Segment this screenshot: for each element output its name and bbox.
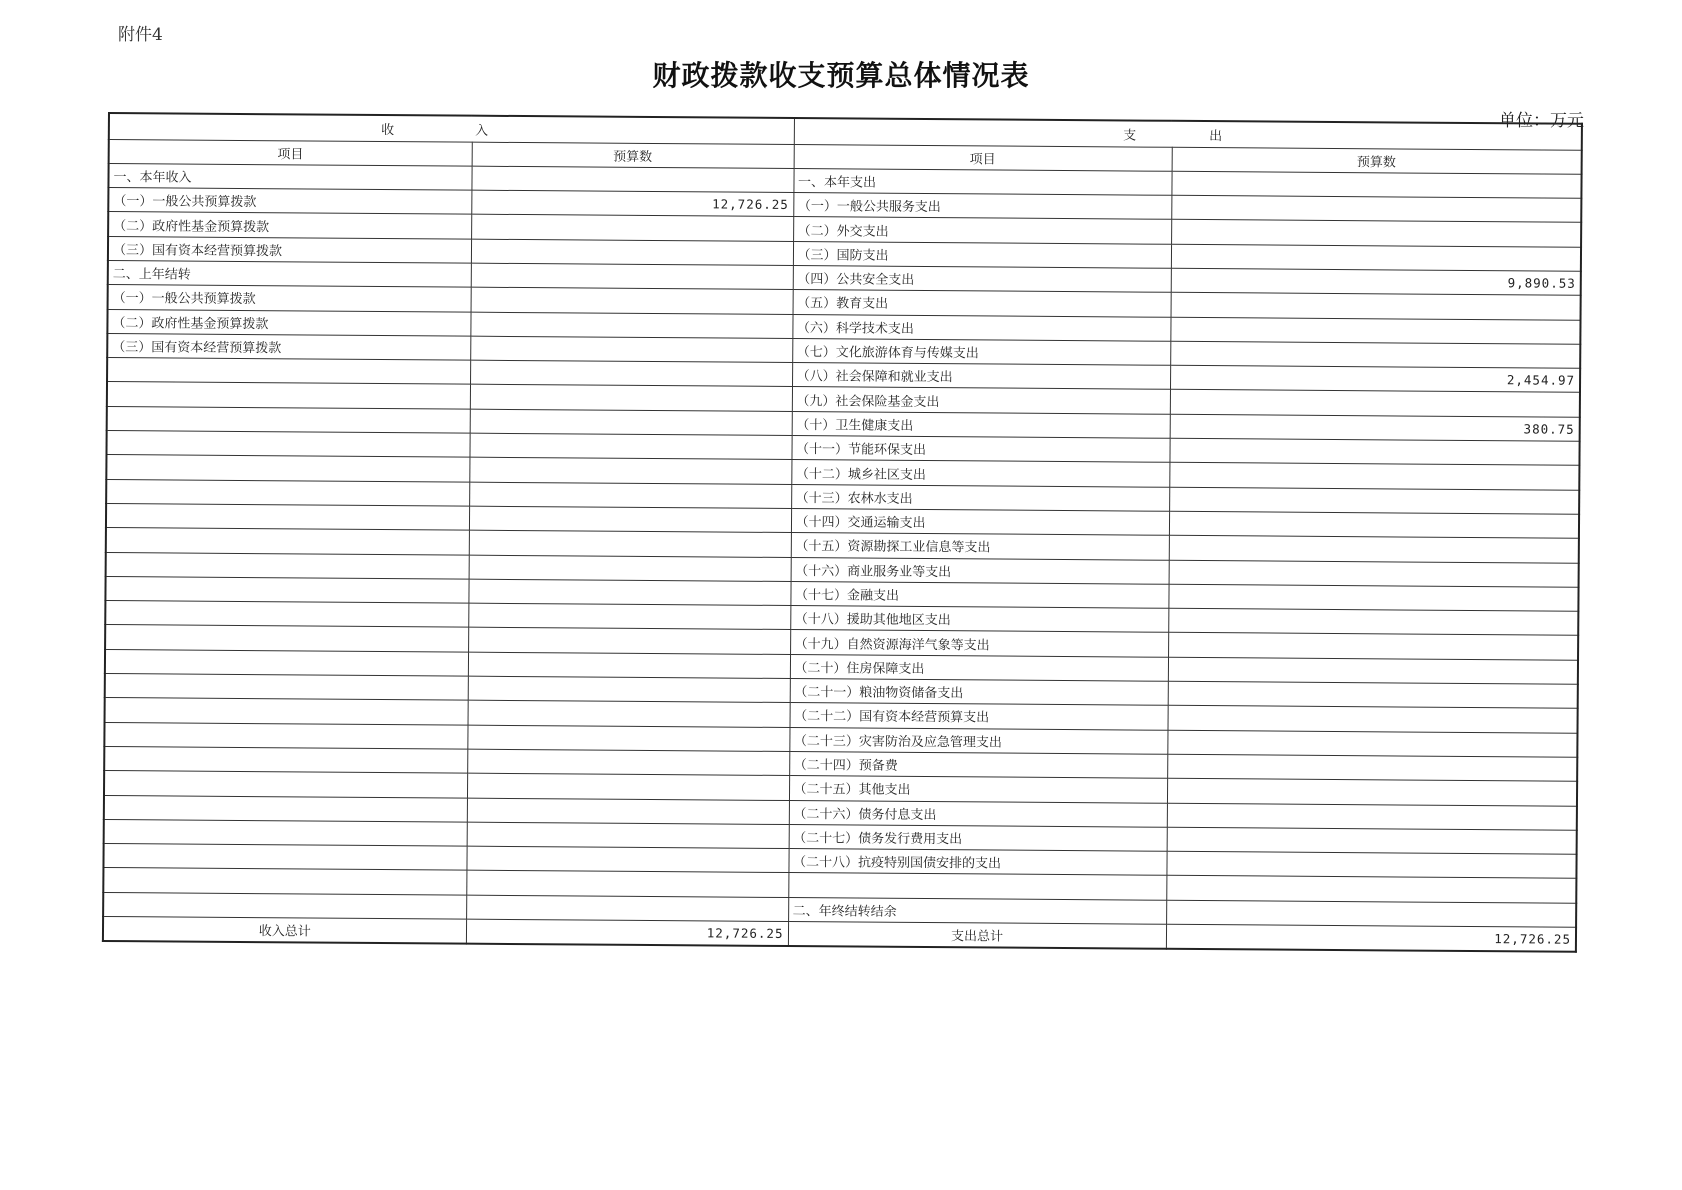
expense-value-cell (1170, 341, 1580, 368)
income-value-cell (468, 676, 790, 703)
expense-value-cell (1169, 438, 1579, 465)
income-item-cell: 二、上年结转 (108, 260, 471, 287)
income-value-cell (467, 798, 789, 825)
income-value-cell (467, 773, 789, 800)
expense-value-cell (1168, 657, 1578, 684)
income-value-cell (471, 287, 793, 314)
expense-item-cell: （四）公共安全支出 (793, 266, 1171, 293)
income-value-cell (467, 749, 789, 776)
income-item-cell (103, 892, 466, 919)
expense-value-cell (1168, 633, 1578, 660)
income-value-cell (467, 725, 789, 752)
expense-item-cell: （十六）商业服务业等支出 (791, 557, 1169, 584)
expense-item-header: 项目 (794, 144, 1172, 171)
expense-value-cell (1171, 195, 1581, 222)
expense-item-cell: （五）教育支出 (793, 290, 1171, 317)
expense-item-cell: （九）社会保险基金支出 (792, 387, 1170, 414)
expense-value-cell (1169, 511, 1579, 538)
expense-value-cell (1167, 827, 1577, 854)
expense-value-cell (1170, 390, 1580, 417)
expense-value-cell (1166, 876, 1576, 903)
expense-value-cell (1166, 900, 1576, 927)
income-item-cell (105, 674, 468, 701)
expense-value-cell: 380.75 (1170, 414, 1580, 441)
income-value-cell (468, 603, 790, 630)
expense-item-cell: （一）一般公共服务支出 (793, 193, 1171, 220)
income-value-cell (466, 871, 788, 898)
income-value-cell (471, 215, 793, 242)
income-value-cell (466, 895, 788, 922)
income-value-cell (469, 506, 791, 533)
expense-item-cell: （六）科学技术支出 (792, 314, 1170, 341)
expense-value-cell: 9,890.53 (1171, 268, 1581, 295)
income-value-cell (468, 700, 790, 727)
income-item-cell (106, 455, 469, 482)
expense-item-cell: 二、年终结转结余 (788, 897, 1166, 924)
expense-item-cell: （十九）自然资源海洋气象等支出 (790, 630, 1168, 657)
income-value-cell (469, 458, 791, 485)
income-value-cell (467, 822, 789, 849)
income-item-cell (104, 722, 467, 749)
income-item-cell (105, 698, 468, 725)
income-item-cell (106, 479, 469, 506)
budget-table (102, 112, 1583, 953)
income-value-cell (466, 846, 788, 873)
expense-item-cell (788, 873, 1166, 900)
expense-item-cell: （二十六）债务付息支出 (789, 800, 1167, 827)
income-item-cell (105, 649, 468, 676)
income-item-cell (105, 601, 468, 628)
expense-value-cell (1171, 244, 1581, 271)
income-item-cell (106, 552, 469, 579)
income-value-cell (470, 385, 792, 412)
income-total-value: 12,726.25 (466, 919, 788, 946)
expense-item-cell: （十七）金融支出 (790, 581, 1168, 608)
expense-item-cell: （二十七）债务发行费用支出 (789, 824, 1167, 851)
expense-value-cell (1169, 536, 1579, 563)
expense-item-cell: （八）社会保障和就业支出 (792, 363, 1170, 390)
income-item-cell (104, 819, 467, 846)
expense-item-cell: （十一）节能环保支出 (791, 436, 1169, 463)
expense-item-cell: （十二）城乡社区支出 (791, 460, 1169, 487)
expense-total-value: 12,726.25 (1166, 924, 1576, 951)
attachment-label: 附件4 (118, 25, 163, 45)
expense-value-cell: 2,454.97 (1170, 365, 1580, 392)
expense-value-cell (1171, 171, 1581, 198)
income-item-cell (106, 528, 469, 555)
expense-item-cell: （十三）农林水支出 (791, 484, 1169, 511)
expense-value-cell (1168, 706, 1578, 733)
expense-value-cell (1167, 730, 1577, 757)
income-item-cell (104, 746, 467, 773)
expense-value-cell (1171, 220, 1581, 247)
expense-item-cell: （三）国防支出 (793, 241, 1171, 268)
income-item-header: 项目 (109, 139, 472, 166)
expense-item-cell: 一、本年支出 (793, 168, 1171, 195)
expense-item-cell: （二）外交支出 (793, 217, 1171, 244)
expense-value-cell (1169, 487, 1579, 514)
budget-table-sheet (102, 112, 1581, 953)
expense-item-cell: （七）文化旅游体育与传媒支出 (792, 338, 1170, 365)
expense-item-cell: （十）卫生健康支出 (792, 411, 1170, 438)
income-value-cell (470, 336, 792, 363)
expense-value-cell (1169, 560, 1579, 587)
income-item-cell (107, 358, 470, 385)
expense-value-cell (1168, 681, 1578, 708)
income-item-cell (103, 844, 466, 871)
income-value-cell (468, 628, 790, 655)
expense-value-cell (1171, 293, 1581, 320)
expense-item-cell: （二十二）国有资本经营预算支出 (790, 703, 1168, 730)
expense-item-cell: （二十一）粮油物资储备支出 (790, 679, 1168, 706)
income-value-cell (469, 530, 791, 557)
income-item-cell (105, 625, 468, 652)
expense-value-cell (1167, 803, 1577, 830)
expense-item-cell: （十八）援助其他地区支出 (790, 606, 1168, 633)
expense-section-header: 支 出 (794, 118, 1582, 150)
expense-item-cell: （二十）住房保障支出 (790, 654, 1168, 681)
expense-value-cell (1167, 754, 1577, 781)
expense-value-cell (1166, 851, 1576, 878)
income-item-cell: （二）政府性基金预算拨款 (107, 309, 470, 336)
income-value-cell (471, 263, 793, 290)
income-item-cell: （一）一般公共预算拨款 (108, 188, 471, 215)
income-value-cell (469, 555, 791, 582)
expense-item-cell: （十四）交通运输支出 (791, 508, 1169, 535)
expense-value-cell (1168, 584, 1578, 611)
income-item-cell (106, 503, 469, 530)
income-value-cell (471, 239, 793, 266)
expense-item-cell: （十五）资源勘探工业信息等支出 (791, 533, 1169, 560)
income-value-cell (469, 433, 791, 460)
income-item-cell (103, 868, 466, 895)
income-section-header: 收 入 (109, 113, 794, 144)
income-item-cell: （一）一般公共预算拨款 (108, 285, 471, 312)
expense-item-cell: （二十五）其他支出 (789, 776, 1167, 803)
income-value-cell (468, 579, 790, 606)
expense-item-cell: （二十三）灾害防治及应急管理支出 (789, 727, 1167, 754)
income-total-label: 收入总计 (103, 916, 466, 943)
income-value-cell (471, 166, 793, 193)
expense-total-label: 支出总计 (788, 922, 1166, 949)
income-item-cell: （三）国有资本经营预算拨款 (108, 236, 471, 263)
income-value-cell: 12,726.25 (471, 190, 793, 217)
unit-label: 单位：万元 (1499, 111, 1584, 131)
income-item-cell (104, 771, 467, 798)
expense-value-cell (1169, 463, 1579, 490)
page-title: 财政拨款收支预算总体情况表 (652, 59, 1030, 92)
income-item-cell (107, 382, 470, 409)
income-value-cell (470, 409, 792, 436)
expense-budget-header: 预算数 (1172, 147, 1582, 174)
expense-item-cell: （二十八）抗疫特别国债安排的支出 (788, 849, 1166, 876)
income-item-cell: 一、本年收入 (108, 163, 471, 190)
expense-value-cell (1170, 317, 1580, 344)
expense-value-cell (1167, 779, 1577, 806)
expense-item-cell: （二十四）预备费 (789, 751, 1167, 778)
income-value-cell (470, 312, 792, 339)
expense-value-cell (1168, 608, 1578, 635)
income-item-cell (105, 576, 468, 603)
income-item-cell: （二）政府性基金预算拨款 (108, 212, 471, 239)
income-budget-header: 预算数 (472, 142, 794, 169)
income-item-cell (107, 406, 470, 433)
income-value-cell (468, 652, 790, 679)
income-item-cell: （三）国有资本经营预算拨款 (107, 333, 470, 360)
income-item-cell (104, 795, 467, 822)
income-item-cell (106, 431, 469, 458)
income-value-cell (469, 482, 791, 509)
income-value-cell (470, 360, 792, 387)
